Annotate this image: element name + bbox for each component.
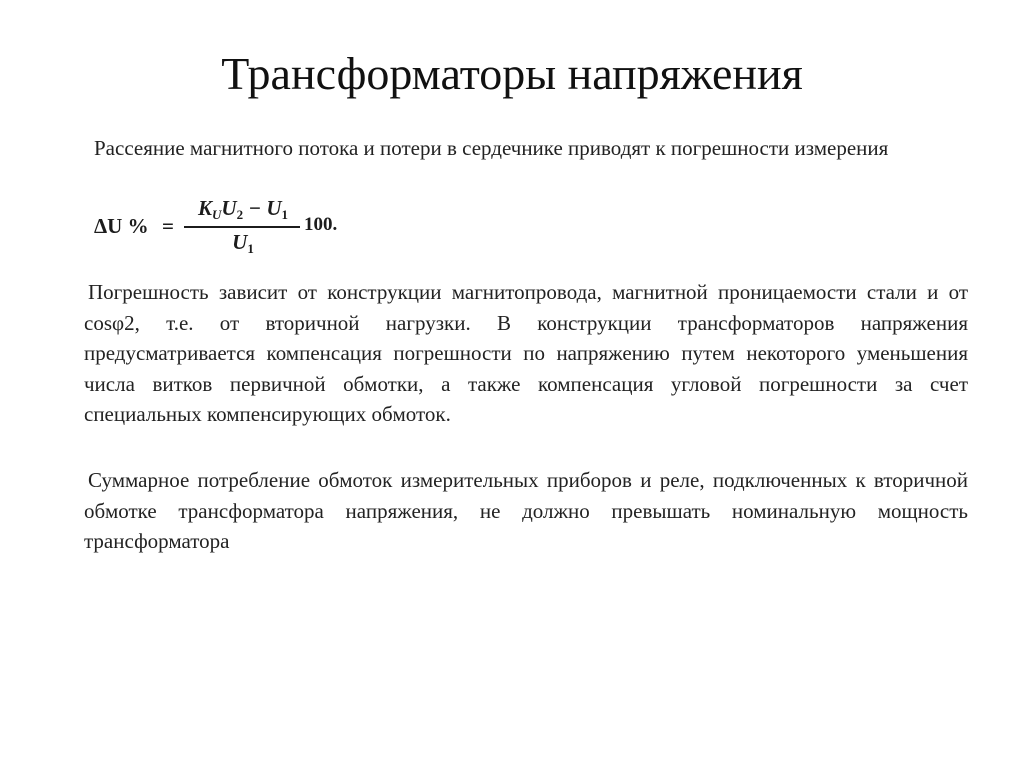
intro-text: Рассеяние магнитного потока и потери в сердечнике приводят к погрешности измерения: [94, 136, 889, 160]
fraction-bar: [184, 226, 300, 228]
formula-numerator: $K_UU_2 - U_1$: [198, 196, 288, 222]
formula-multiplier: 100.: [304, 214, 338, 235]
paragraph-power-consumption: Суммарное потребление обмоток измерительных приборов и реле, подключенных к вторичной обмотке трансформатора напряжения, не должно превышать номинальную мощность трансформатора: [84, 468, 968, 553]
slide-title: Трансформаторы напряжения: [221, 48, 803, 99]
error-formula: [92, 196, 352, 260]
formula-equals: =: [162, 214, 174, 238]
formula-lhs: ΔU %: [94, 214, 149, 238]
formula-denominator: $U_1$: [232, 230, 254, 256]
paragraph-error-dependence: Погрешность зависит от конструкции магнитопровода, магнитной проницаемости стали и от cosφ2, т.е. от вторичной нагрузки. В конструкции трансформаторов напряжения предусматривается компенсация погрешности по напряжению путем некоторого уменьшения числа витков первичной обмотки, а также компенсация угловой погрешности за счет специальных компенсирующих обмоток.: [84, 280, 968, 426]
